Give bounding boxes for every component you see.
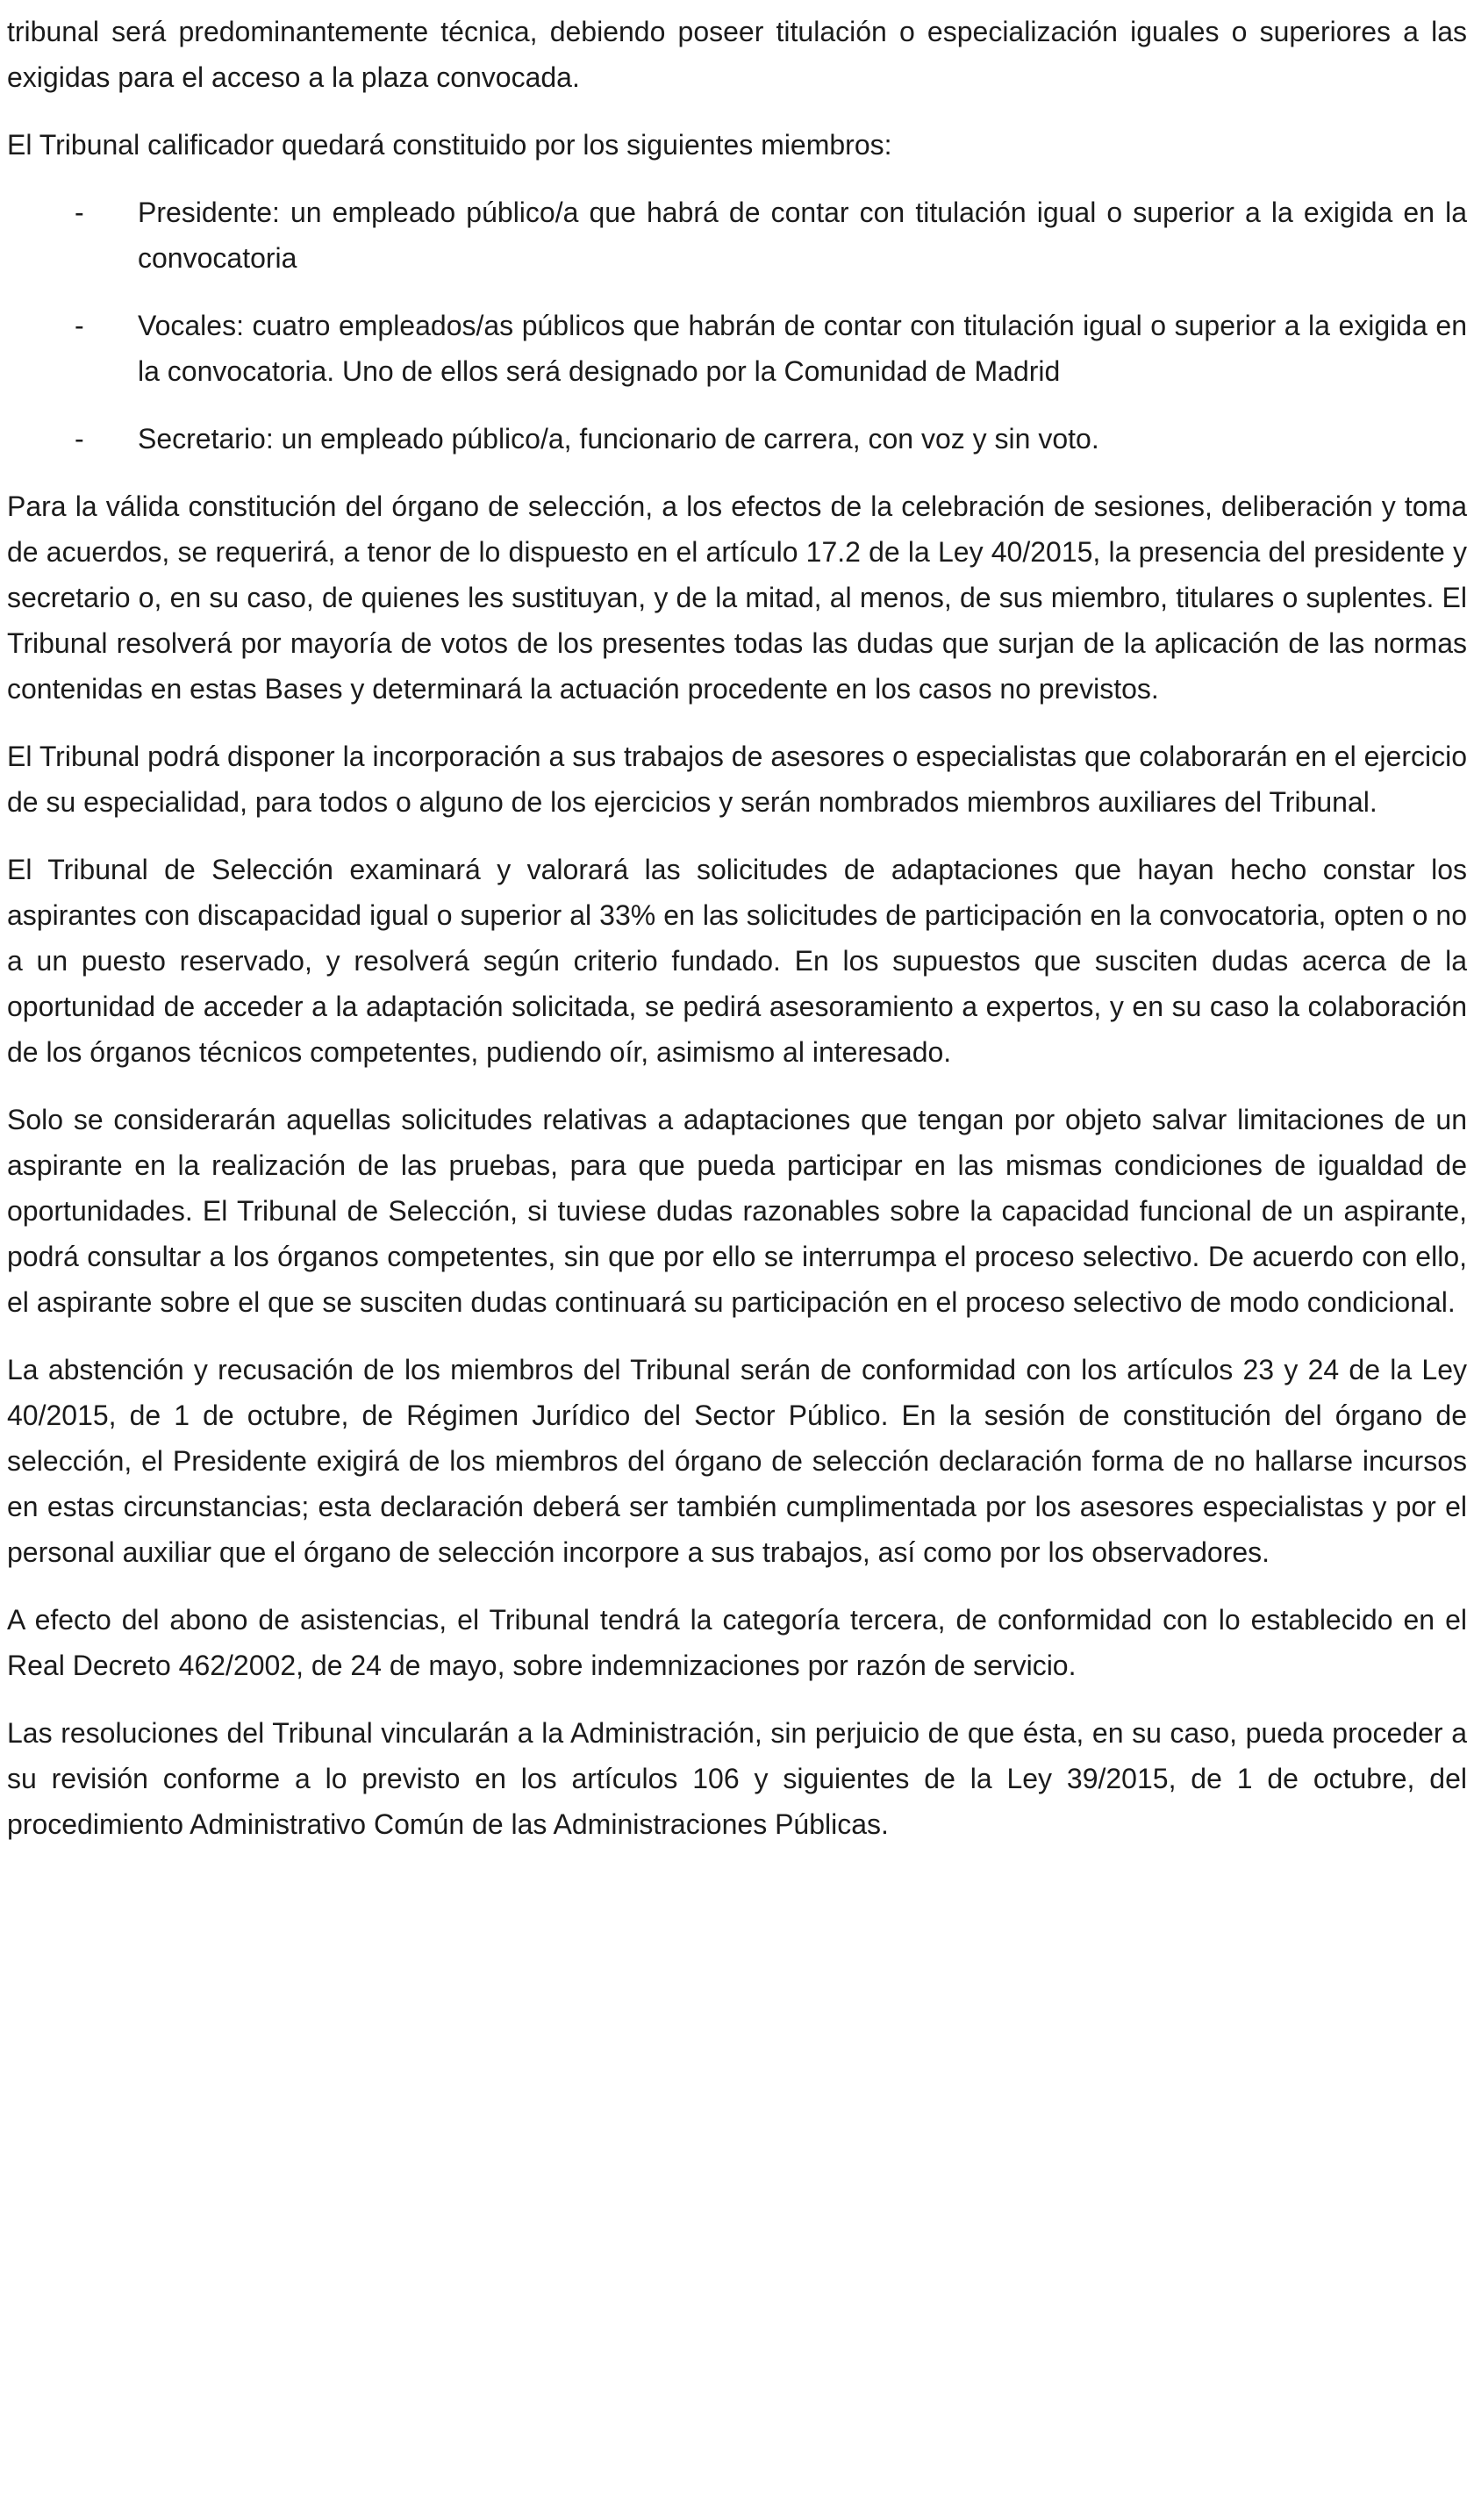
paragraph-valid-constitution: Para la válida constitución del órgano de selección, a los efectos de la celebración de sesiones, deliberación y toma de acuerdos, se requerirá, a tenor de lo dispuesto en el artículo 17.2 de la Ley 40/2015, la presencia del presidente y secretario o, en su caso, de quienes les sustituyan, y de la mitad, al menos, de sus miembro, titulares o suplentes. El Tribunal resolverá por mayoría de votos de los presentes todas las dudas que surjan de la aplicación de las normas contenidas en estas Bases y determinará la actuación procedente en los casos no previstos. (7, 490, 1467, 705)
dash-bullet: - (75, 423, 84, 455)
list-item-presidente (7, 190, 1467, 281)
paragraph-adaptations-review: El Tribunal de Selección examinará y valorará las solicitudes de adaptaciones que hayan hecho constar los aspirantes con discapacidad igual o superior al 33% en las solicitudes de participación en la convocatoria, opten o no a un puesto reservado, y resolverá según criterio fundado. En los supuestos que susciten dudas acerca de la oportunidad de acceder a la adaptación solicitada, se pedirá asesoramiento a expertos, y en su caso la colaboración de los órganos técnicos competentes, pudiendo oír, asimismo al interesado. (7, 854, 1467, 1068)
list-item-text: Secretario: un empleado público/a, funcionario de carrera, con voz y sin voto. (138, 423, 1099, 455)
list-item-text: Vocales: cuatro empleados/as públicos que habrán de contar con titulación igual o superior a la exigida en la convocatoria. Uno de ellos será designado por la Comunidad de Madrid (138, 310, 1467, 387)
list-item-secretario (7, 416, 1467, 462)
paragraph-tribunal-technical-continuation: tribunal será predominantemente técnica, debiendo poseer titulación o especialización iguales o superiores a las exigidas para el acceso a la plaza convocada. (7, 16, 1467, 93)
paragraph-tribunal-resolutions: Las resoluciones del Tribunal vincularán a la Administración, sin perjuicio de que ésta, en su caso, pueda proceder a su revisión conforme a lo previsto en los artículos 106 y siguientes de la Ley 39/2015, de 1 de octubre, del procedimiento Administrativo Común de las Administraciones Públicas. (7, 1717, 1467, 1840)
dash-bullet: - (75, 310, 84, 341)
paragraph-advisors-specialists: El Tribunal podrá disponer la incorporación a sus trabajos de asesores o especialistas que colaborarán en el ejercicio de su especialidad, para todos o alguno de los ejercicios y serán nombrados miembros auxiliares del Tribunal. (7, 741, 1467, 818)
list-item-vocales (7, 303, 1467, 394)
list-item-text: Presidente: un empleado público/a que habrá de contar con titulación igual o superior a la exigida en la convocatoria (138, 197, 1467, 274)
paragraph-attendance-allowance: A efecto del abono de asistencias, el Tribunal tendrá la categoría tercera, de conformidad con lo establecido en el Real Decreto 462/2002, de 24 de mayo, sobre indemnizaciones por razón de servicio. (7, 1604, 1467, 1681)
tribunal-members-list (7, 190, 1467, 462)
paragraph-adaptations-scope: Solo se considerarán aquellas solicitudes relativas a adaptaciones que tengan por objeto salvar limitaciones de un aspirante en la realización de las pruebas, para que pueda participar en las mismas condiciones de igualdad de oportunidades. El Tribunal de Selección, si tuviese dudas razonables sobre la capacidad funcional de un aspirante, podrá consultar a los órganos competentes, sin que por ello se interrumpa el proceso selectivo. De acuerdo con ello, el aspirante sobre el que se susciten dudas continuará su participación en el proceso selectivo de modo condicional. (7, 1104, 1467, 1318)
dash-bullet: - (75, 197, 84, 228)
paragraph-tribunal-composition-intro: El Tribunal calificador quedará constituido por los siguientes miembros: (7, 129, 892, 161)
paragraph-abstention-recusal: La abstención y recusación de los miembros del Tribunal serán de conformidad con los artículos 23 y 24 de la Ley 40/2015, de 1 de octubre, de Régimen Jurídico del Sector Público. En la sesión de constitución del órgano de selección, el Presidente exigirá de los miembros del órgano de selección declaración forma de no hallarse incursos en estas circunstancias; esta declaración deberá ser también cumplimentada por los asesores especialistas y por el personal auxiliar que el órgano de selección incorpore a sus trabajos, así como por los observadores. (7, 1354, 1467, 1568)
